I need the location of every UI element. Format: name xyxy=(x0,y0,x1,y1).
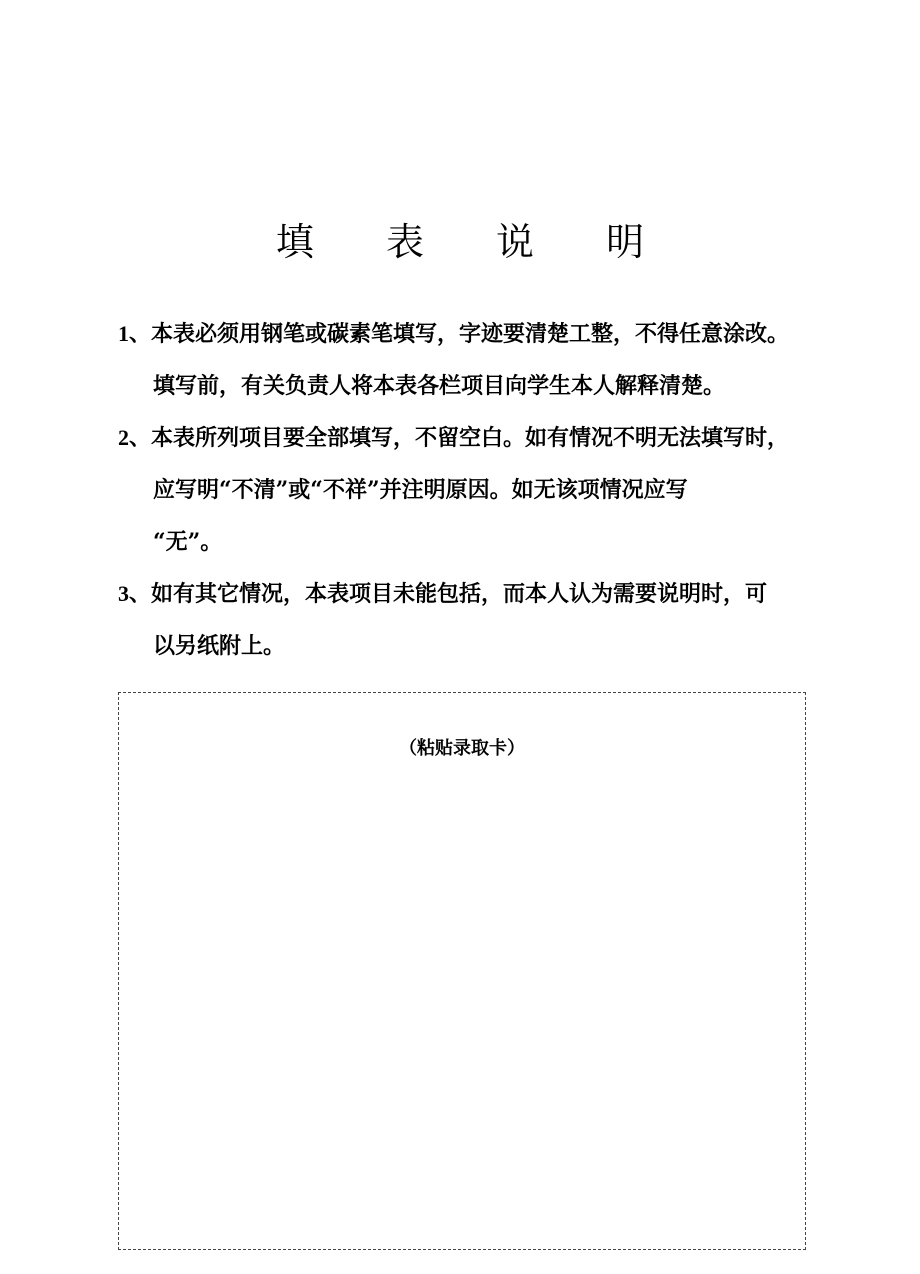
paste-area-label: （粘贴录取卡） xyxy=(399,738,525,759)
instruction-number: 1 xyxy=(118,321,129,346)
admission-card-paste-area xyxy=(118,692,806,1250)
instruction-3-line-1 xyxy=(118,568,818,620)
page-title: 填 表 说 明 xyxy=(275,220,675,264)
instruction-3-line-2: 以另纸附上。 xyxy=(153,633,286,659)
instruction-number: 3 xyxy=(118,581,129,606)
instruction-text: 、本表所列项目要全部填写，不留空白。如有情况不明无法填写时， xyxy=(129,425,790,451)
instruction-number: 2 xyxy=(118,425,129,450)
instruction-1-line-1 xyxy=(118,308,818,360)
instruction-1-line-2: 填写前，有关负责人将本表各栏项目向学生本人解释清楚。 xyxy=(153,373,726,399)
instruction-text: 、本表必须用钢笔或碳素笔填写，字迹要清楚工整，不得任意涂改。 xyxy=(129,321,790,347)
instruction-2-line-1 xyxy=(118,412,818,464)
instruction-2-line-3: “无”。 xyxy=(153,529,223,555)
instructions-list xyxy=(118,308,818,672)
instruction-2-line-2: 应写明“不清”或“不祥”并注明原因。如无该项情况应写 xyxy=(153,477,688,503)
instruction-text: 、如有其它情况，本表项目未能包括，而本人认为需要说明时，可 xyxy=(129,581,768,607)
